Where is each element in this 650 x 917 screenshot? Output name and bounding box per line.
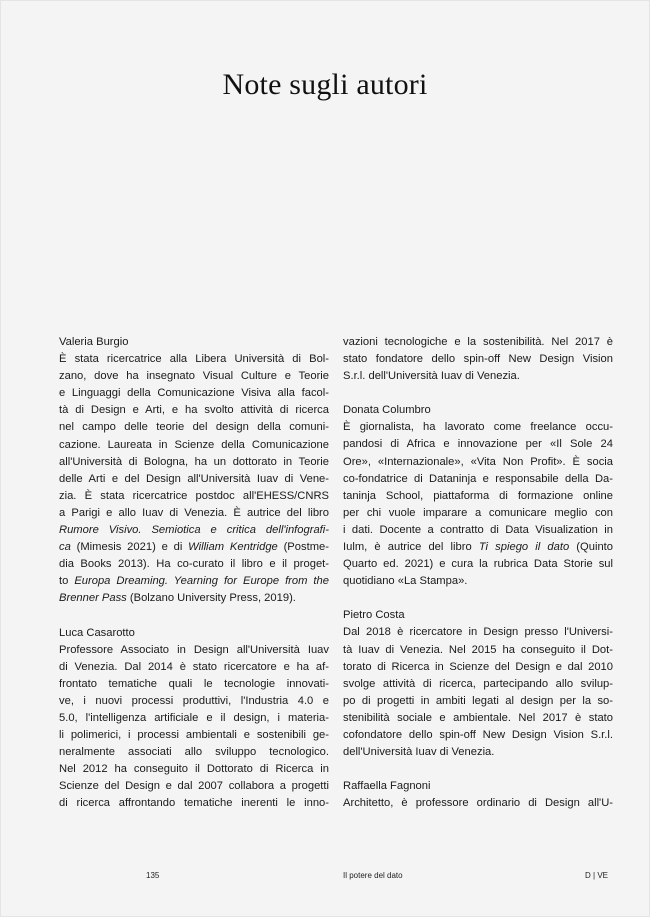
page-title: Note sugli autori: [222, 68, 428, 101]
author-entry-continued: [343, 334, 613, 385]
bio-line: all'Università di Bologna, ha un dottorato in Teorie: [59, 455, 329, 468]
bio-line: Ore», «Internazionale», «Vita Non Profit». È socia: [343, 455, 613, 468]
bio-line: tà Iuav di Venezia. Nel 2015 ha conseguito il Dot-: [343, 643, 613, 656]
bio-line: Nel 2012 ha conseguito il Dottorato di Ricerca in: [59, 763, 329, 776]
bio-line: to Europa Dreaming. Yearning for Europe from the: [59, 575, 329, 588]
bio-line: ca (Mimesis 2021) e di William Kentridge (Postme-: [59, 541, 329, 554]
author-entry: [343, 778, 613, 812]
bio-line: Professore Associato in Design all'Università Iuav: [59, 643, 329, 656]
bio-line: Quarto ed. 2021) e cura la rubrica Data Storie sul: [343, 558, 613, 571]
bio-line: po di progetti in ambiti legati al design per la so-: [343, 694, 613, 707]
bio-line: i dati. Docente a contratto di Data Visualization in: [343, 523, 613, 536]
running-footer-title: Il potere del dato: [343, 871, 403, 880]
bio-line: cazione. Laureata in Scienze della Comunicazione: [59, 438, 329, 451]
page-number: 135: [146, 871, 160, 880]
bio-line: vazioni tecnologiche e la sostenibilità. Nel 2017 è: [343, 336, 613, 348]
author-name: Donata Columbro: [343, 404, 431, 417]
author-entry: [59, 625, 329, 813]
bio-line: ve, i nuovi processi produttivi, l'Industria 4.0 e: [59, 694, 329, 707]
author-name: Pietro Costa: [343, 609, 405, 622]
bio-line: pandosi di Africa e innovazione per «Il Sole 24: [343, 438, 613, 451]
author-name: Raffaella Fagnoni: [343, 780, 431, 793]
bio-line: per chi vuole imparare a comunicare meglio con: [343, 506, 613, 519]
bio-line: stato fondatore dello spin-off New Design Vision: [343, 353, 613, 366]
right-column: [343, 334, 613, 812]
bio-line: tà di Design e Arti, e ha svolto attività di ricerca: [59, 404, 329, 417]
bio-line: Scienze del Design e dal 2007 collabora a progetti: [59, 780, 329, 793]
bio-line: cofondatore dello spin-off New Design Vision S.r.l.: [343, 728, 613, 741]
bio-line: Architetto, è professore ordinario di Design all'U-: [343, 797, 613, 810]
bio-line: di ricerca affrontando tematiche inerenti le inno-: [59, 797, 329, 810]
bio-line: S.r.l. dell'Università Iuav di Venezia.: [343, 370, 520, 383]
bio-line: 5.0, l'intelligenza artificiale e il design, i materia-: [59, 711, 329, 724]
author-entry: [343, 402, 613, 590]
bio-line: quotidiano «La Stampa».: [343, 575, 468, 588]
bio-line: Rumore Visivo. Semiotica e critica dell'infografi-: [59, 524, 329, 537]
bio-line: e Linguaggi della Comunicazione Visiva alla facol-: [59, 387, 329, 400]
bio-line: stenibilità sociale e ambientale. Nel 2017 è stato: [343, 711, 613, 724]
bio-line: co-fondatrice di Dataninja e responsabile della Da-: [343, 472, 613, 485]
bio-line: È giornalista, ha lavorato come freelance occu-: [343, 421, 613, 434]
author-name: Valeria Burgio: [59, 336, 129, 348]
bio-line: frontato tematiche quali le tecnologie innovati-: [59, 677, 329, 690]
bio-line: li polimerici, i processi ambientali e sostenibili ge-: [59, 729, 329, 742]
bio-line: taninja School, piattaforma di formazione online: [343, 489, 613, 502]
author-name: Luca Casarotto: [59, 626, 135, 639]
bio-line: torato di Ricerca in Scienze del Design e dal 2010: [343, 660, 613, 673]
bio-line: neralmente associati allo sviluppo tecnologico.: [59, 746, 329, 759]
bio-line: nel campo delle teorie del design della comuni-: [59, 421, 329, 434]
bio-line: a Parigi e allo Iuav di Venezia. È autrice del libro: [59, 506, 329, 519]
publisher-logo: D | VE: [585, 871, 608, 880]
bio-line: È stata ricercatrice alla Libera Università di Bol-: [59, 353, 329, 366]
bio-line: zia. È stata ricercatrice postdoc all'EHESS/CNRS: [59, 489, 329, 502]
bio-line: Dal 2018 è ricercatore in Design presso l'Universi-: [343, 626, 613, 639]
bio-line: Iulm, è autrice del libro Ti spiego il dato (Quinto: [343, 541, 613, 554]
left-column: [59, 334, 329, 813]
bio-line: dell'Università Iuav di Venezia.: [343, 746, 495, 759]
bio-line: dia Books 2013). Ha co-curato il libro e il proget-: [59, 558, 329, 571]
bio-line: Brenner Pass (Bolzano University Press, 2019).: [59, 592, 296, 605]
author-entry: [343, 607, 613, 761]
bio-line: svolge attività di ricerca, partecipando allo svilup-: [343, 677, 613, 690]
bio-line: delle Arti e del Design all'Università Iuav di Vene-: [59, 472, 329, 485]
bio-line: zano, dove ha insegnato Visual Culture e Teorie: [59, 370, 329, 383]
author-entry: [59, 334, 329, 608]
bio-line: di Venezia. Dal 2014 è stato ricercatore e ha af-: [59, 660, 329, 673]
